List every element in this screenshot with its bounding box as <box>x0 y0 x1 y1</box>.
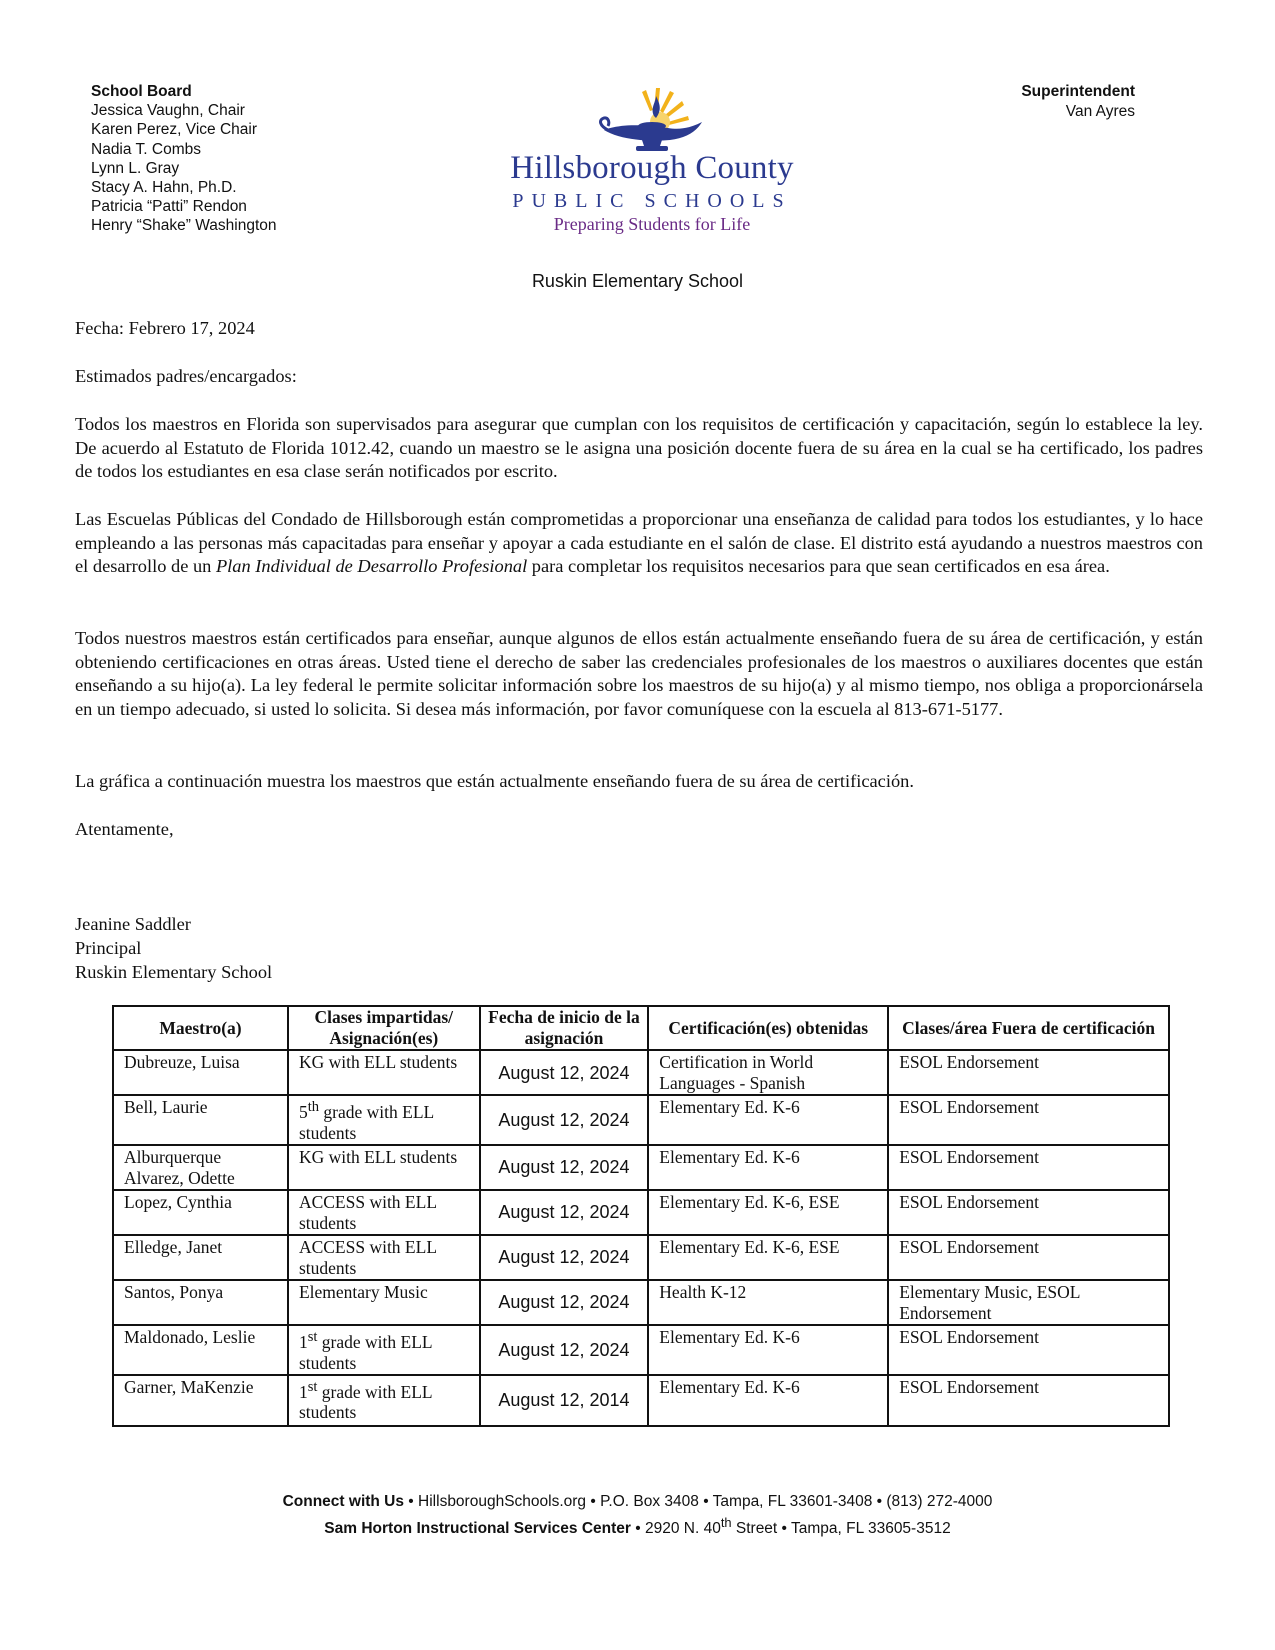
certification-cell: Elementary Ed. K-6 <box>648 1095 888 1145</box>
assignment-cell <box>288 1095 480 1145</box>
letter-paragraph-2 <box>75 508 1203 579</box>
signature-name: Jeanine Saddler <box>75 914 191 934</box>
paragraph-2-text-end: para completar los requisitos necesarios para que sean certificados en esa área. <box>527 556 1110 577</box>
column-header-teacher: Maestro(a) <box>113 1006 288 1050</box>
column-header-start-date: Fecha de inicio de la asignación <box>480 1006 649 1050</box>
footer-connect-label: Connect with Us <box>282 1493 404 1510</box>
logo-subtitle: PUBLIC SCHOOLS <box>512 190 792 212</box>
signature-block <box>75 912 1203 984</box>
assignment-cell: KG with ELL students <box>288 1145 480 1190</box>
certification-cell: Elementary Ed. K-6 <box>648 1325 888 1375</box>
teacher-cell: Elledge, Janet <box>113 1235 288 1280</box>
superintendent-block <box>1021 82 1135 121</box>
board-member: Jessica Vaughn, Chair <box>91 102 245 120</box>
out-of-field-cell: ESOL Endorsement <box>888 1325 1169 1375</box>
out-of-field-cell: Elementary Music, ESOL Endorsement <box>888 1280 1169 1325</box>
start-date-cell: August 12, 2024 <box>480 1095 649 1145</box>
assignment-cell <box>288 1325 480 1375</box>
letter-closing: Atentamente, <box>75 819 174 839</box>
assignment-text: grade with ELL students <box>298 1381 432 1423</box>
board-member: Henry “Shake” Washington <box>91 217 277 235</box>
signature-title: Principal <box>75 938 142 958</box>
footer-contact-line <box>0 1491 1275 1512</box>
teacher-cell: Santos, Ponya <box>113 1280 288 1325</box>
column-header-certification: Certificación(es) obtenidas <box>648 1006 888 1050</box>
teacher-cell: Maldonado, Leslie <box>113 1325 288 1375</box>
school-name: Ruskin Elementary School <box>531 271 744 291</box>
letter-paragraph-3: Todos nuestros maestros están certificados para enseñar, aunque algunos de ellos están actualmente enseñando fuera de su área de certificación, y están obteniendo certificaciones en otras áreas. Usted tiene el derecho de saber las credenciales profesionales de los maestros o auxiliares docentes que están enseñando a su hijo(a). La ley federal le permite solicitar información sobre los maestros de su hijo(a) y al mismo tiempo, nos obliga a proporcionársela en un tiempo adecuado, si usted lo solicita. Si desea más información, por favor comuníquese con la escuela al 813-671-5177. <box>75 628 1203 719</box>
grade-ordinal-suffix: th <box>307 1099 320 1115</box>
table-row <box>113 1190 1169 1235</box>
assignment-cell <box>288 1375 480 1426</box>
board-member: Stacy A. Hahn, Ph.D. <box>91 179 237 197</box>
school-board-block <box>91 82 277 236</box>
table-header-row <box>113 1006 1169 1050</box>
teacher-cell: Lopez, Cynthia <box>113 1190 288 1235</box>
out-of-field-cell: ESOL Endorsement <box>888 1375 1169 1426</box>
page-footer <box>0 1491 1275 1539</box>
certification-cell: Health K-12 <box>648 1280 888 1325</box>
table-row <box>113 1325 1169 1375</box>
start-date-cell: August 12, 2024 <box>480 1050 649 1095</box>
grade-number: 1 <box>298 1381 308 1402</box>
superintendent-name: Van Ayres <box>1065 102 1135 120</box>
board-member: Patricia “Patti” Rendon <box>91 198 247 216</box>
board-member: Karen Perez, Vice Chair <box>91 121 257 139</box>
assignment-text: grade with ELL students <box>298 1331 432 1373</box>
table-row <box>113 1145 1169 1190</box>
footer-address-line <box>0 1512 1275 1539</box>
start-date-cell: August 12, 2024 <box>480 1235 649 1280</box>
certification-cell: Elementary Ed. K-6 <box>648 1145 888 1190</box>
column-header-out-of-field: Clases/área Fuera de certificación <box>888 1006 1169 1050</box>
lamp-of-learning-icon <box>590 86 720 152</box>
teacher-cell: Bell, Laurie <box>113 1095 288 1145</box>
out-of-field-cell: ESOL Endorsement <box>888 1145 1169 1190</box>
letter-date: Fecha: Febrero 17, 2024 <box>75 318 255 338</box>
assignment-cell: ACCESS with ELL students <box>288 1235 480 1280</box>
assignment-cell: ACCESS with ELL students <box>288 1190 480 1235</box>
logo-tagline: Preparing Students for Life <box>553 214 751 234</box>
out-of-field-cell: ESOL Endorsement <box>888 1095 1169 1145</box>
school-board-heading: School Board <box>91 83 192 100</box>
out-of-field-cell: ESOL Endorsement <box>888 1235 1169 1280</box>
table-row <box>113 1280 1169 1325</box>
letter-paragraph-4: La gráfica a continuación muestra los maestros que están actualmente enseñando fuera de su área de certificación. <box>75 771 914 791</box>
certification-cell: Elementary Ed. K-6, ESE <box>648 1190 888 1235</box>
table-row <box>113 1050 1169 1095</box>
assignment-text: grade with ELL students <box>298 1101 434 1143</box>
footer-center-name: Sam Horton Instructional Services Center <box>324 1520 631 1538</box>
footer-address-part-2: Street • Tampa, FL 33605-3512 <box>731 1520 951 1538</box>
start-date-cell: August 12, 2024 <box>480 1325 649 1375</box>
certification-cell: Elementary Ed. K-6, ESE <box>648 1235 888 1280</box>
out-of-field-cell: ESOL Endorsement <box>888 1050 1169 1095</box>
grade-number: 1 <box>298 1331 308 1352</box>
letter-greeting: Estimados padres/encargados: <box>75 366 297 386</box>
assignment-cell: Elementary Music <box>288 1280 480 1325</box>
board-member: Lynn L. Gray <box>91 159 180 177</box>
plan-name-italic: Plan Individual de Desarrollo Profesional <box>215 556 528 577</box>
paragraph-2-text: Las Escuelas Públicas del Condado de Hillsborough están comprometidas a proporcionar una enseñanza de calidad para todos los estudiantes, y lo hace empleando a las personas más capacitadas para enseñar y apoyar a cada estudiante en el salón de clase. El distrito está ayudando a nuestros maestros con el desarrollo de un <box>75 509 1203 577</box>
table-row <box>113 1095 1169 1145</box>
start-date-cell: August 12, 2024 <box>480 1280 649 1325</box>
teacher-cell: Garner, MaKenzie <box>113 1375 288 1426</box>
start-date-cell: August 12, 2014 <box>480 1375 649 1426</box>
grade-ordinal-suffix: st <box>307 1328 318 1345</box>
certification-cell: Certification in World Languages - Spanish <box>648 1050 888 1095</box>
footer-contact-details: • HillsboroughSchools.org • P.O. Box 3408 • Tampa, FL 33601-3408 • (813) 272-4000 <box>404 1493 993 1510</box>
start-date-cell: August 12, 2024 <box>480 1190 649 1235</box>
table-row <box>113 1375 1169 1426</box>
out-of-field-cell: ESOL Endorsement <box>888 1190 1169 1235</box>
district-logo <box>482 86 822 238</box>
out-of-field-teachers-table <box>112 1005 1170 1427</box>
signature-school: Ruskin Elementary School <box>75 962 273 982</box>
table-row <box>113 1235 1169 1280</box>
footer-ordinal-suffix: th <box>720 1515 732 1530</box>
certification-cell: Elementary Ed. K-6 <box>648 1375 888 1426</box>
assignment-cell: KG with ELL students <box>288 1050 480 1095</box>
column-header-assignment: Clases impartidas/ Asignación(es) <box>288 1006 480 1050</box>
grade-ordinal-suffix: st <box>307 1378 318 1395</box>
grade-number: 5 <box>298 1101 308 1122</box>
logo-district-name: Hillsborough County <box>510 150 794 186</box>
superintendent-heading: Superintendent <box>1021 83 1135 100</box>
footer-address-part-1: • 2920 N. 40 <box>630 1520 721 1538</box>
board-member: Nadia T. Combs <box>91 140 201 158</box>
start-date-cell: August 12, 2024 <box>480 1145 649 1190</box>
letter-paragraph-1: Todos los maestros en Florida son supervisados para asegurar que cumplan con los requisitos de certificación y capacitación, según lo establece la ley. De acuerdo al Estatuto de Florida 1012.42, cuando un maestro se le asigna una posición docente fuera de su área en la cual se ha certificado, los padres de todos los estudiantes en esa clase serán notificados por escrito. <box>75 414 1203 482</box>
teacher-cell: Dubreuze, Luisa <box>113 1050 288 1095</box>
teacher-cell: Alburquerque Alvarez, Odette <box>113 1145 288 1190</box>
